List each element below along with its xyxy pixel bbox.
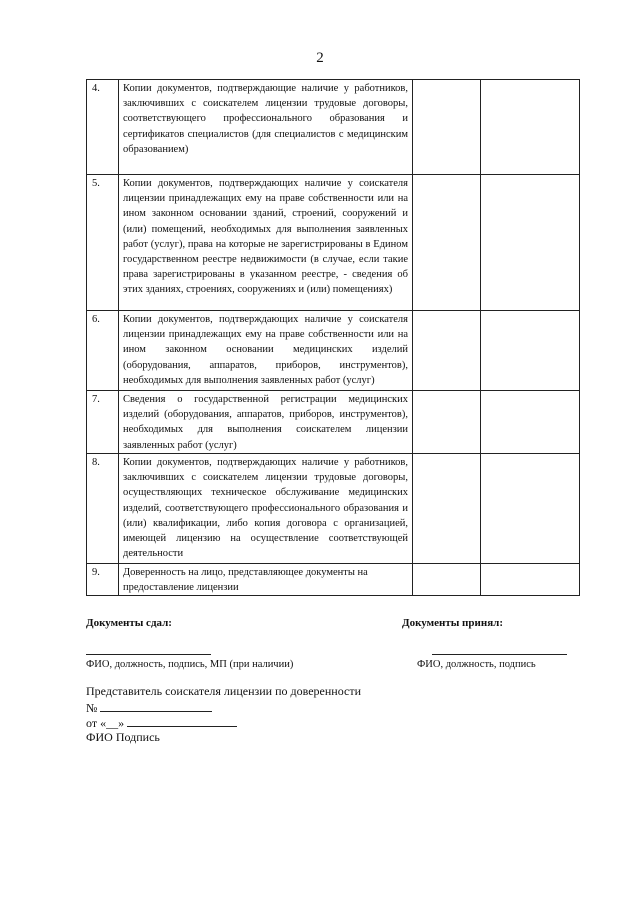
table-row bbox=[87, 311, 580, 391]
representative-date-line bbox=[86, 715, 237, 730]
table-row bbox=[87, 454, 580, 564]
accepted-label: Документы принял: bbox=[402, 617, 503, 629]
row-blank-cell bbox=[413, 175, 481, 311]
date-blank bbox=[127, 715, 237, 727]
number-prefix: № bbox=[86, 701, 98, 715]
row-number: 4. bbox=[87, 80, 119, 175]
handed-over-caption: ФИО, должность, подпись, МП (при наличии) bbox=[86, 659, 294, 670]
fio-signature: ФИО Подпись bbox=[86, 730, 160, 744]
row-description-cell bbox=[119, 311, 413, 391]
row-description-cell bbox=[119, 454, 413, 564]
handed-over-signature-line bbox=[86, 654, 211, 655]
row-number: 7. bbox=[87, 391, 119, 454]
row-blank-cell bbox=[413, 80, 481, 175]
row-blank-cell bbox=[481, 564, 580, 596]
row-description-cell bbox=[119, 80, 413, 175]
row-number: 9. bbox=[87, 564, 119, 596]
handed-over-label: Документы сдал: bbox=[86, 617, 172, 629]
row-number: 8. bbox=[87, 454, 119, 564]
row-description-cell bbox=[119, 391, 413, 454]
row-description-cell bbox=[119, 175, 413, 311]
row-blank-cell bbox=[481, 454, 580, 564]
table-row bbox=[87, 564, 580, 596]
row-blank-cell bbox=[481, 80, 580, 175]
row-description: Копии документов, подтверждающих наличие у работников, заключивших с соискателем лицензии трудовые договоры, осуществляющих техническое обслуживание медицинских изделий, соответствующего профессионального образования и (или) квалификации, либо копия договора с организацией, имеющей лицензию на осуществление соответствующей деятельности bbox=[123, 457, 408, 560]
row-blank-cell bbox=[413, 311, 481, 391]
accepted-signature-line bbox=[432, 654, 567, 655]
row-blank-cell bbox=[413, 454, 481, 564]
number-blank bbox=[100, 700, 212, 712]
row-blank-cell bbox=[481, 311, 580, 391]
row-blank-cell bbox=[413, 564, 481, 596]
table-row bbox=[87, 391, 580, 454]
row-description: Сведения о государственной регистрации медицинских изделий (оборудования, аппаратов, приборов, инструментов), необходимых для выполнения соискателем лицензии заявленных работ (услуг) bbox=[123, 394, 408, 451]
table-row bbox=[87, 80, 580, 175]
row-blank-cell bbox=[413, 391, 481, 454]
row-blank-cell bbox=[481, 175, 580, 311]
row-blank-cell bbox=[481, 391, 580, 454]
date-prefix: от «__» bbox=[86, 716, 125, 730]
row-description-cell bbox=[119, 564, 413, 596]
representative-number-line bbox=[86, 700, 212, 715]
table-row bbox=[87, 175, 580, 311]
documents-table bbox=[86, 79, 580, 596]
row-description: Копии документов, подтверждающих наличие у соискателя лицензии принадлежащих ему на праве собственности или на ином законном основании зданий, строений, сооружений и (или) помещений, необходимых для выполнения заявленных работ (услуг), права на которые не зарегистрированы в Едином государственном реестре недвижимости (в случае, если такие права зарегистрированы в указанном реестре, - сведения об этих зданиях, строениях, сооружениях и (или) помещениях) bbox=[123, 178, 408, 296]
row-number: 6. bbox=[87, 311, 119, 391]
page-number: 2 bbox=[316, 50, 324, 66]
row-number: 5. bbox=[87, 175, 119, 311]
accepted-caption: ФИО, должность, подпись bbox=[417, 659, 536, 670]
row-description: Копии документов, подтверждающие наличие у работников, заключивших с соискателем лицензии трудовые договоры, соответствующего профессионального образования и сертификатов специалистов (для специалистов с медицинским образованием) bbox=[123, 83, 408, 155]
row-description: Копии документов, подтверждающих наличие у соискателя лицензии принадлежащих ему на праве собственности или на ином законном основании медицинских изделий (оборудования, аппаратов, приборов, инструментов), необходимых для выполнения заявленных работ (услуг) bbox=[123, 314, 408, 386]
representative-title: Представитель соискателя лицензии по доверенности bbox=[86, 684, 361, 698]
row-description: Доверенность на лицо, представляющее документы на предоставление лицензии bbox=[123, 567, 368, 594]
